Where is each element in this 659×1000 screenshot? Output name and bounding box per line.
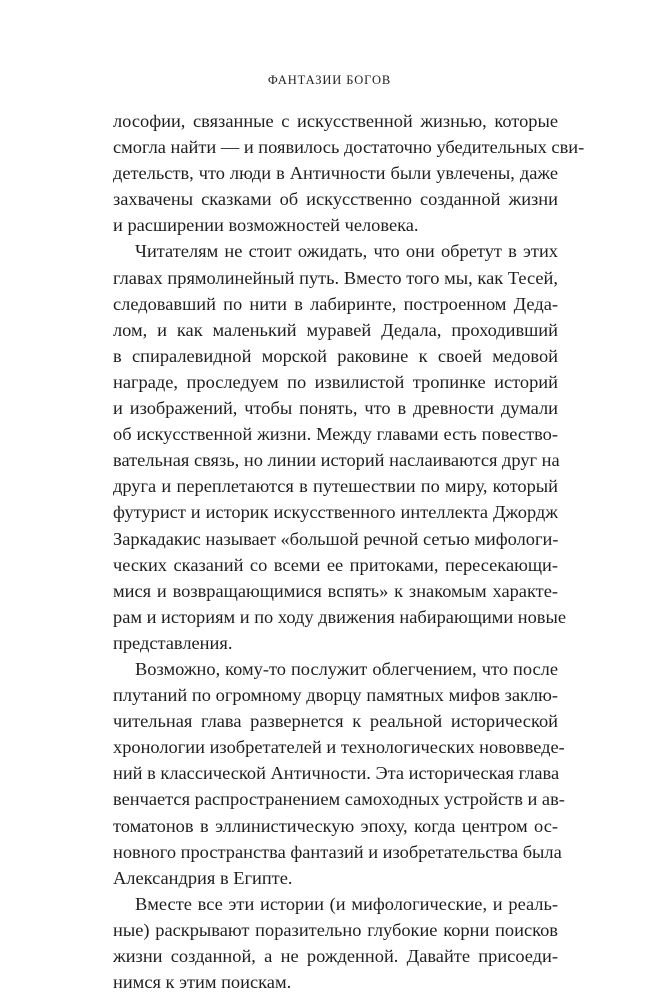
text-line: ные) раскрывают поразительно глубокие корни поисков (113, 919, 558, 940)
text-line: рам и историям и по ходу движения набирающими новые (113, 606, 567, 627)
text-line: ний в классической Античности. Эта историческая глава (113, 763, 560, 784)
paragraph (113, 656, 565, 891)
text-line: новного пространства фантазий и изобретательства была (113, 841, 562, 862)
text-line: награде, проследуем по извилистой тропинке историй (113, 371, 558, 392)
text-line: друга и переплетаются в путешествии по миру, который (113, 476, 558, 497)
text-line: Александрия в Египте. (113, 867, 293, 888)
text-line: Читателям не стоит ожидать, что они обретут в этих (135, 241, 558, 262)
text-line: детельств, что люди в Античности были увлечены, даже (113, 163, 558, 184)
text-line: хронологии изобретателей и технологических нововведе- (113, 737, 565, 758)
text-line: представления. (113, 632, 233, 653)
text-line: Вместе все эти истории (и мифологические, и реаль- (135, 893, 558, 914)
text-line: томатонов в эллинистическую эпоху, когда центром ос- (113, 815, 558, 836)
paragraph (113, 891, 558, 995)
text-line: ческих сказаний со всеми ее притоками, пересекающи- (113, 554, 558, 575)
text-line: нимся к этим поискам. (113, 972, 292, 993)
text-line: об искусственной жизни. Между главами есть повество- (113, 424, 558, 445)
text-line: мися и возвращающимися вспять» к знакомым характе- (113, 580, 558, 601)
text-line: Возможно, кому-то послужит облегчением, что после (135, 658, 558, 679)
text-line: Заркадакис называет «большой речной сетью мифологи- (113, 528, 559, 549)
text-line: и изображений, чтобы понять, что в древности думали (113, 398, 558, 419)
running-head: ФАНТАЗИИ БОГОВ (267, 73, 392, 87)
text-line: венчается распространением самоходных устройств и ав- (113, 789, 565, 810)
text-line: захвачены сказками об искусственно созданной жизни (113, 189, 558, 210)
text-line: лософии, связанные с искусственной жизнью, которые (113, 111, 558, 131)
text-line: лом, и как маленький муравей Дедала, проходивший (113, 319, 558, 340)
text-line: футурист и историк искусственного интеллекта Джордж (113, 502, 558, 523)
text-line: смогла найти — и появилось достаточно убедительных сви- (113, 137, 585, 158)
text-line: жизни созданной, а не рожденной. Давайте присоеди- (113, 946, 558, 966)
paragraph (113, 108, 585, 238)
body-text (113, 108, 585, 995)
text-line: плутаний по огромному дворцу памятных мифов заклю- (113, 685, 558, 706)
text-line: главах прямолинейный путь. Вместо того мы, как Тесей, (113, 267, 558, 288)
paragraph (113, 238, 567, 656)
text-line: следовавший по нити в лабиринте, построенном Деда- (113, 293, 558, 314)
text-line: чительная глава развернется к реальной исторической (113, 711, 558, 732)
text-line: в спиралевидной морской раковине к своей медовой (113, 345, 558, 366)
text-line: вательная связь, но линии историй наслаиваются друг на (113, 450, 560, 471)
text-line: и расширении возможностей человека. (113, 215, 419, 236)
